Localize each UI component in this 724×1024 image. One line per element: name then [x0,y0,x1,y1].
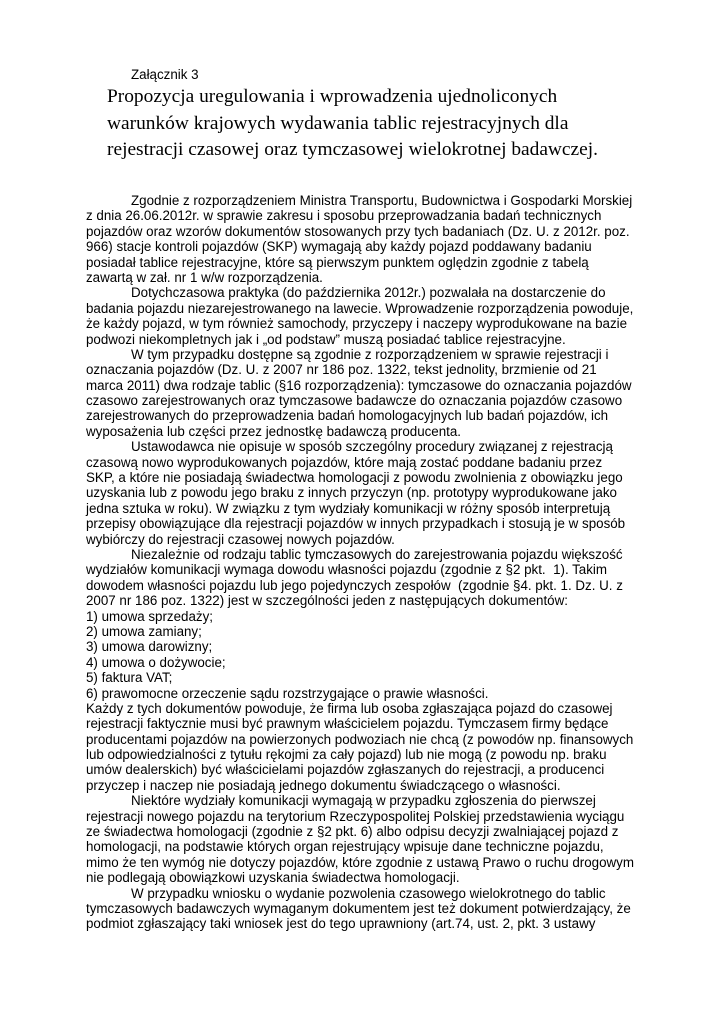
text-line: W tym przypadku dostępne są zgodnie z rozporządzeniem w sprawie rejestracji i [131,346,609,362]
document-body [86,193,686,932]
text-line: że każdy pojazd, w tym również samochody, przyczepy i naczepy wyprodukowane na bazie [86,316,628,332]
document-title [107,84,598,164]
text-line: umów dealerskich) być właścicielami pojazdów zgłaszanych do rejestracji, a producenci [86,762,605,778]
text-line: marca 2011) dwa rodzaje tablic (§16 rozporządzenia): tymczasowe do oznaczania pojazdów [86,377,632,393]
title-line: Propozycja uregulowania i wprowadzenia ujednoliconych [107,86,558,107]
text-line: lub odpowiedzialności z tytułu rękojmi za cały pojazd) lub nie mogą (z powodu np. braku [86,747,607,763]
text-line: Ustawodawca nie opisuje w sposób szczególny procedury związanej z rejestracją [131,439,613,455]
ownership-documents-list [86,609,686,701]
paragraph-previous-practice [86,285,686,347]
text-line: rejestracji faktycznie musi być prawnym właścicielem pojazdu. Tymczasem firmy będące [86,716,609,732]
text-line: jedna sztuka w roku). W związku z tym wydziały komunikacji w różny sposób interpretują [86,500,611,516]
paragraph-legislator [86,439,686,547]
text-line: W przypadku wniosku o wydanie pozwolenia czasowego wielokrotnego do tablic [131,885,606,901]
text-line: nie podlegają obowiązkowi uzyskania świadectwa homologacji. [86,870,460,886]
text-line: mimo że ten wymóg nie dotyczy pojazdów, które zgodnie z ustawą Prawo o ruchu drogowym [86,854,634,870]
text-line: homologacji, na podstawie których organ rejestrujący wpisuje dane techniczne pojazdu, [86,839,604,855]
text-line: uzyskania lub z powodu jego braku z innych przyczyn (np. prototypy wyprodukowane jako [86,485,617,501]
paragraph-plate-types [86,347,686,439]
text-line: 2007 nr 186 poz. 1322) jest w szczególności jeden z następujących dokumentów: [86,593,568,609]
title-line: rejestracji czasowej oraz tymczasowej wielokrotnej badawczej. [107,139,598,160]
text-line: wyposażenia lub części przez jednostkę badawczą producenta. [86,423,462,439]
text-line: Każdy z tych dokumentów powoduje, że firma lub osoba zgłaszająca pojazd do czasowej [86,700,613,716]
text-line: Dotychczasowa praktyka (do października 2012r.) pozwalała na dostarczenie do [131,285,606,301]
text-line: badania pojazdu niezarejestrowanego na lawecie. Wprowadzenie rozporządzenia powoduje, [86,300,634,316]
text-line: podwozi niekompletnych jak i „od podstaw” muszą posiadać tablice rejestracyjne. [86,331,566,347]
text-line: zarejestrowanych do przeprowadzenia badań homologacyjnych lub badań pojazdów, ich [86,408,609,424]
text-line: producentami pojazdów na powierzonych podwoziach nie chcą (z powodów np. finansowych [86,731,634,747]
text-line: tymczasowych badawczych wymaganym dokumentem jest też dokument potwierdzający, że [86,900,631,916]
paragraph-owner-consequence [86,701,686,793]
list-item: 3) umowa darowizny; [86,639,213,655]
text-line: Niezależnie od rodzaju tablic tymczasowych do zarejestrowania pojazdu większość [131,546,623,562]
text-line: ze świadectwa homologacji (zgodnie z §2 pkt. 6) albo odpisu decyzji zwalniającej pojazd z [86,824,619,840]
list-item: 4) umowa o dożywocie; [86,654,226,670]
annex-label: Załącznik 3 [131,67,199,82]
text-line: posiadał tablice rejestracyjne, które są pierwszym punktem oględzin zgodnie z tabelą [86,254,589,270]
text-line: Niektóre wydziały komunikacji wymagają w przypadku zgłoszenia do pierwszej [131,793,596,809]
text-line: rejestracji nowego pojazdu na terytorium Rzeczypospolitej Polskiej przedstawienia wyciągu [86,808,625,824]
text-line: przepisy obowiązujące dla rejestracji pojazdów w innych przypadkach i stosują je w sposób [86,516,626,532]
paragraph-ownership-proof [86,547,686,609]
paragraph-multiple-permit [86,886,686,932]
list-item: 2) umowa zamiany; [86,623,202,639]
text-line: podmiot zgłaszający taki wniosek jest do tego uprawniony (art.74, ust. 2, pkt. 3 ustawy [86,916,596,932]
list-item: 6) prawomocne orzeczenie sądu rozstrzygające o prawie własności. [86,685,489,701]
paragraph-regulation-requirement [86,193,686,285]
text-line: oznaczania pojazdów (Dz. U. z 2007 nr 186 poz. 1322, tekst jednolity, brzmienie od 21 [86,362,597,378]
text-line: dowodem własności pojazdu lub jego pojedynczych zespołów (zgodnie §4. pkt. 1. Dz. U. z [86,577,623,593]
list-item: 5) faktura VAT; [86,670,173,686]
text-line: 966) stacje kontroli pojazdów (SKP) wymagają aby każdy pojazd poddawany badaniu [86,239,592,255]
text-line: czasową nowo wyprodukowanych pojazdów, które mają zostać poddane badaniu przez [86,454,603,470]
text-line: czasowo zarejestrowanych oraz tymczasowe badawcze do oznaczania pojazdów czasowo [86,393,623,409]
text-line: SKP, a które nie posiadają świadectwa homologacji z powodu zwolnienia z obowiązku jego [86,470,623,486]
list-item: 1) umowa sprzedaży; [86,608,213,624]
text-line: pojazdów oraz wzorów dokumentów stosowanych przy tych badaniach (Dz. U. z 2012r. poz. [86,223,630,239]
text-line: wydziałów komunikacji wymaga dowodu własności pojazdu (zgodnie z §2 pkt. 1). Takim [86,562,608,578]
text-line: wybiórczy do rejestracji czasowej nowych pojazdów. [86,531,395,547]
paragraph-homologation [86,793,686,885]
title-line: warunków krajowych wydawania tablic rejestracyjnych dla [107,112,569,134]
text-line: przyczep i naczep nie posiadają jednego dokumentu świadczącego o własności. [86,777,561,793]
text-line: zawartą w zał. nr 1 w/w rozporządzenia. [86,269,323,285]
text-line: Zgodnie z rozporządzeniem Ministra Transportu, Budownictwa i Gospodarki Morskiej [131,193,633,208]
text-line: z dnia 26.06.2012r. w sprawie zakresu i sposobu przeprowadzania badań technicznych [86,208,602,224]
